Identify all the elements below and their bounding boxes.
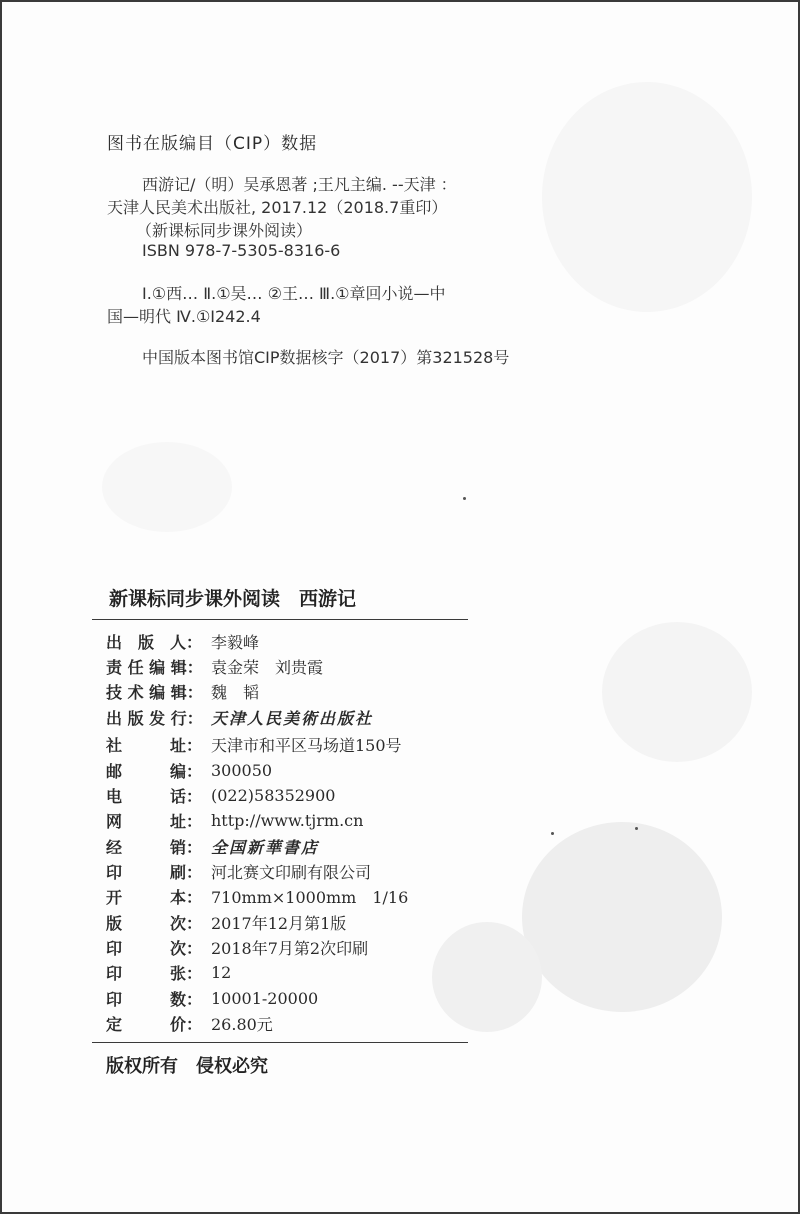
detail-label: 印 数：: [106, 989, 203, 1009]
detail-value: 天津市和平区马场道150号: [211, 735, 402, 755]
background-illustration: [522, 822, 722, 1012]
detail-label: 印 次：: [106, 938, 203, 958]
detail-row-print-run: [106, 986, 318, 1010]
cip-line: 西游记/（明）吴承恩著 ;王凡主编. --天津 ：: [142, 175, 457, 194]
detail-label: 印 刷：: [106, 862, 203, 882]
detail-label: 网 址：: [106, 811, 203, 831]
publisher-logo-text: 天津人民美術出版社: [211, 708, 374, 728]
detail-value: 710mm×1000mm 1/16: [211, 887, 409, 907]
detail-row-tech-editor: [106, 679, 259, 703]
detail-label: 邮 编：: [106, 761, 203, 781]
detail-row-edition: [106, 910, 346, 934]
detail-label: 电 话：: [106, 786, 203, 806]
detail-row-website: [106, 808, 363, 832]
detail-row-impression: [106, 935, 368, 959]
detail-value: 26.80元: [211, 1014, 273, 1034]
detail-value: 2017年12月第1版: [211, 913, 347, 933]
cip-line: （新课标同步课外阅读）: [136, 221, 313, 240]
detail-value: 李毅峰: [211, 632, 260, 652]
speck: [551, 832, 554, 835]
cip-isbn: ISBN 978-7-5305-8316-6: [142, 241, 341, 260]
detail-row-distributor: [106, 705, 373, 729]
detail-value: 12: [211, 962, 232, 982]
book-title: 新课标同步课外阅读 西游记: [109, 588, 357, 610]
detail-label: 版 次：: [106, 913, 203, 933]
xinhua-logo-text: 全国新華書店: [211, 837, 320, 857]
speck: [463, 497, 466, 500]
speck: [635, 827, 638, 830]
detail-label: 印 张：: [106, 963, 203, 983]
detail-label: 出 版 发 行：: [106, 708, 203, 728]
detail-label: 开 本：: [106, 887, 203, 907]
detail-value: 10001-20000: [211, 988, 319, 1008]
detail-value: 魏 韬: [211, 682, 260, 702]
detail-row-editor: [106, 654, 323, 678]
detail-label: 定 价：: [106, 1014, 203, 1034]
detail-row-postcode: [106, 758, 272, 782]
cip-heading: 图书在版编目（CIP）数据: [107, 134, 318, 154]
detail-label: 社 址：: [106, 735, 203, 755]
detail-value: 河北赛文印刷有限公司: [211, 862, 372, 882]
detail-row-format: [106, 884, 408, 908]
detail-label: 出 版 人：: [106, 632, 203, 652]
background-illustration: [102, 442, 232, 532]
background-illustration: [432, 922, 542, 1032]
divider: [92, 619, 468, 620]
divider: [92, 1042, 468, 1043]
cip-line: Ⅰ.①西… Ⅱ.①吴… ②王… Ⅲ.①章回小说—中: [142, 284, 446, 303]
detail-value: 袁金荣 刘贵霞: [211, 657, 324, 677]
detail-value: (022)58352900: [211, 785, 336, 805]
copyright-notice: 版权所有 侵权必究: [106, 1056, 268, 1077]
detail-row-phone: [106, 783, 335, 807]
background-illustration: [602, 622, 752, 762]
cip-line: 中国版本图书馆CIP数据核字（2017）第321528号: [142, 348, 510, 367]
cip-line: 国—明代 Ⅳ.①I242.4: [107, 307, 261, 326]
detail-value: http://www.tjrm.cn: [211, 810, 364, 830]
detail-label: 责 任 编 辑：: [106, 657, 203, 677]
detail-row-publisher: [106, 629, 259, 653]
cip-line: 天津人民美术出版社, 2017.12（2018.7重印）: [107, 198, 448, 217]
detail-value: 2018年7月第2次印刷: [211, 938, 369, 958]
background-illustration: [542, 82, 752, 312]
detail-label: 技 术 编 辑：: [106, 682, 203, 702]
detail-value: 300050: [211, 760, 273, 780]
detail-label: 经 销：: [106, 837, 203, 857]
detail-row-address: [106, 732, 402, 756]
detail-row-price: [106, 1011, 273, 1035]
detail-row-printer: [106, 859, 371, 883]
detail-row-seller: [106, 834, 319, 858]
detail-row-sheets: [106, 960, 231, 984]
